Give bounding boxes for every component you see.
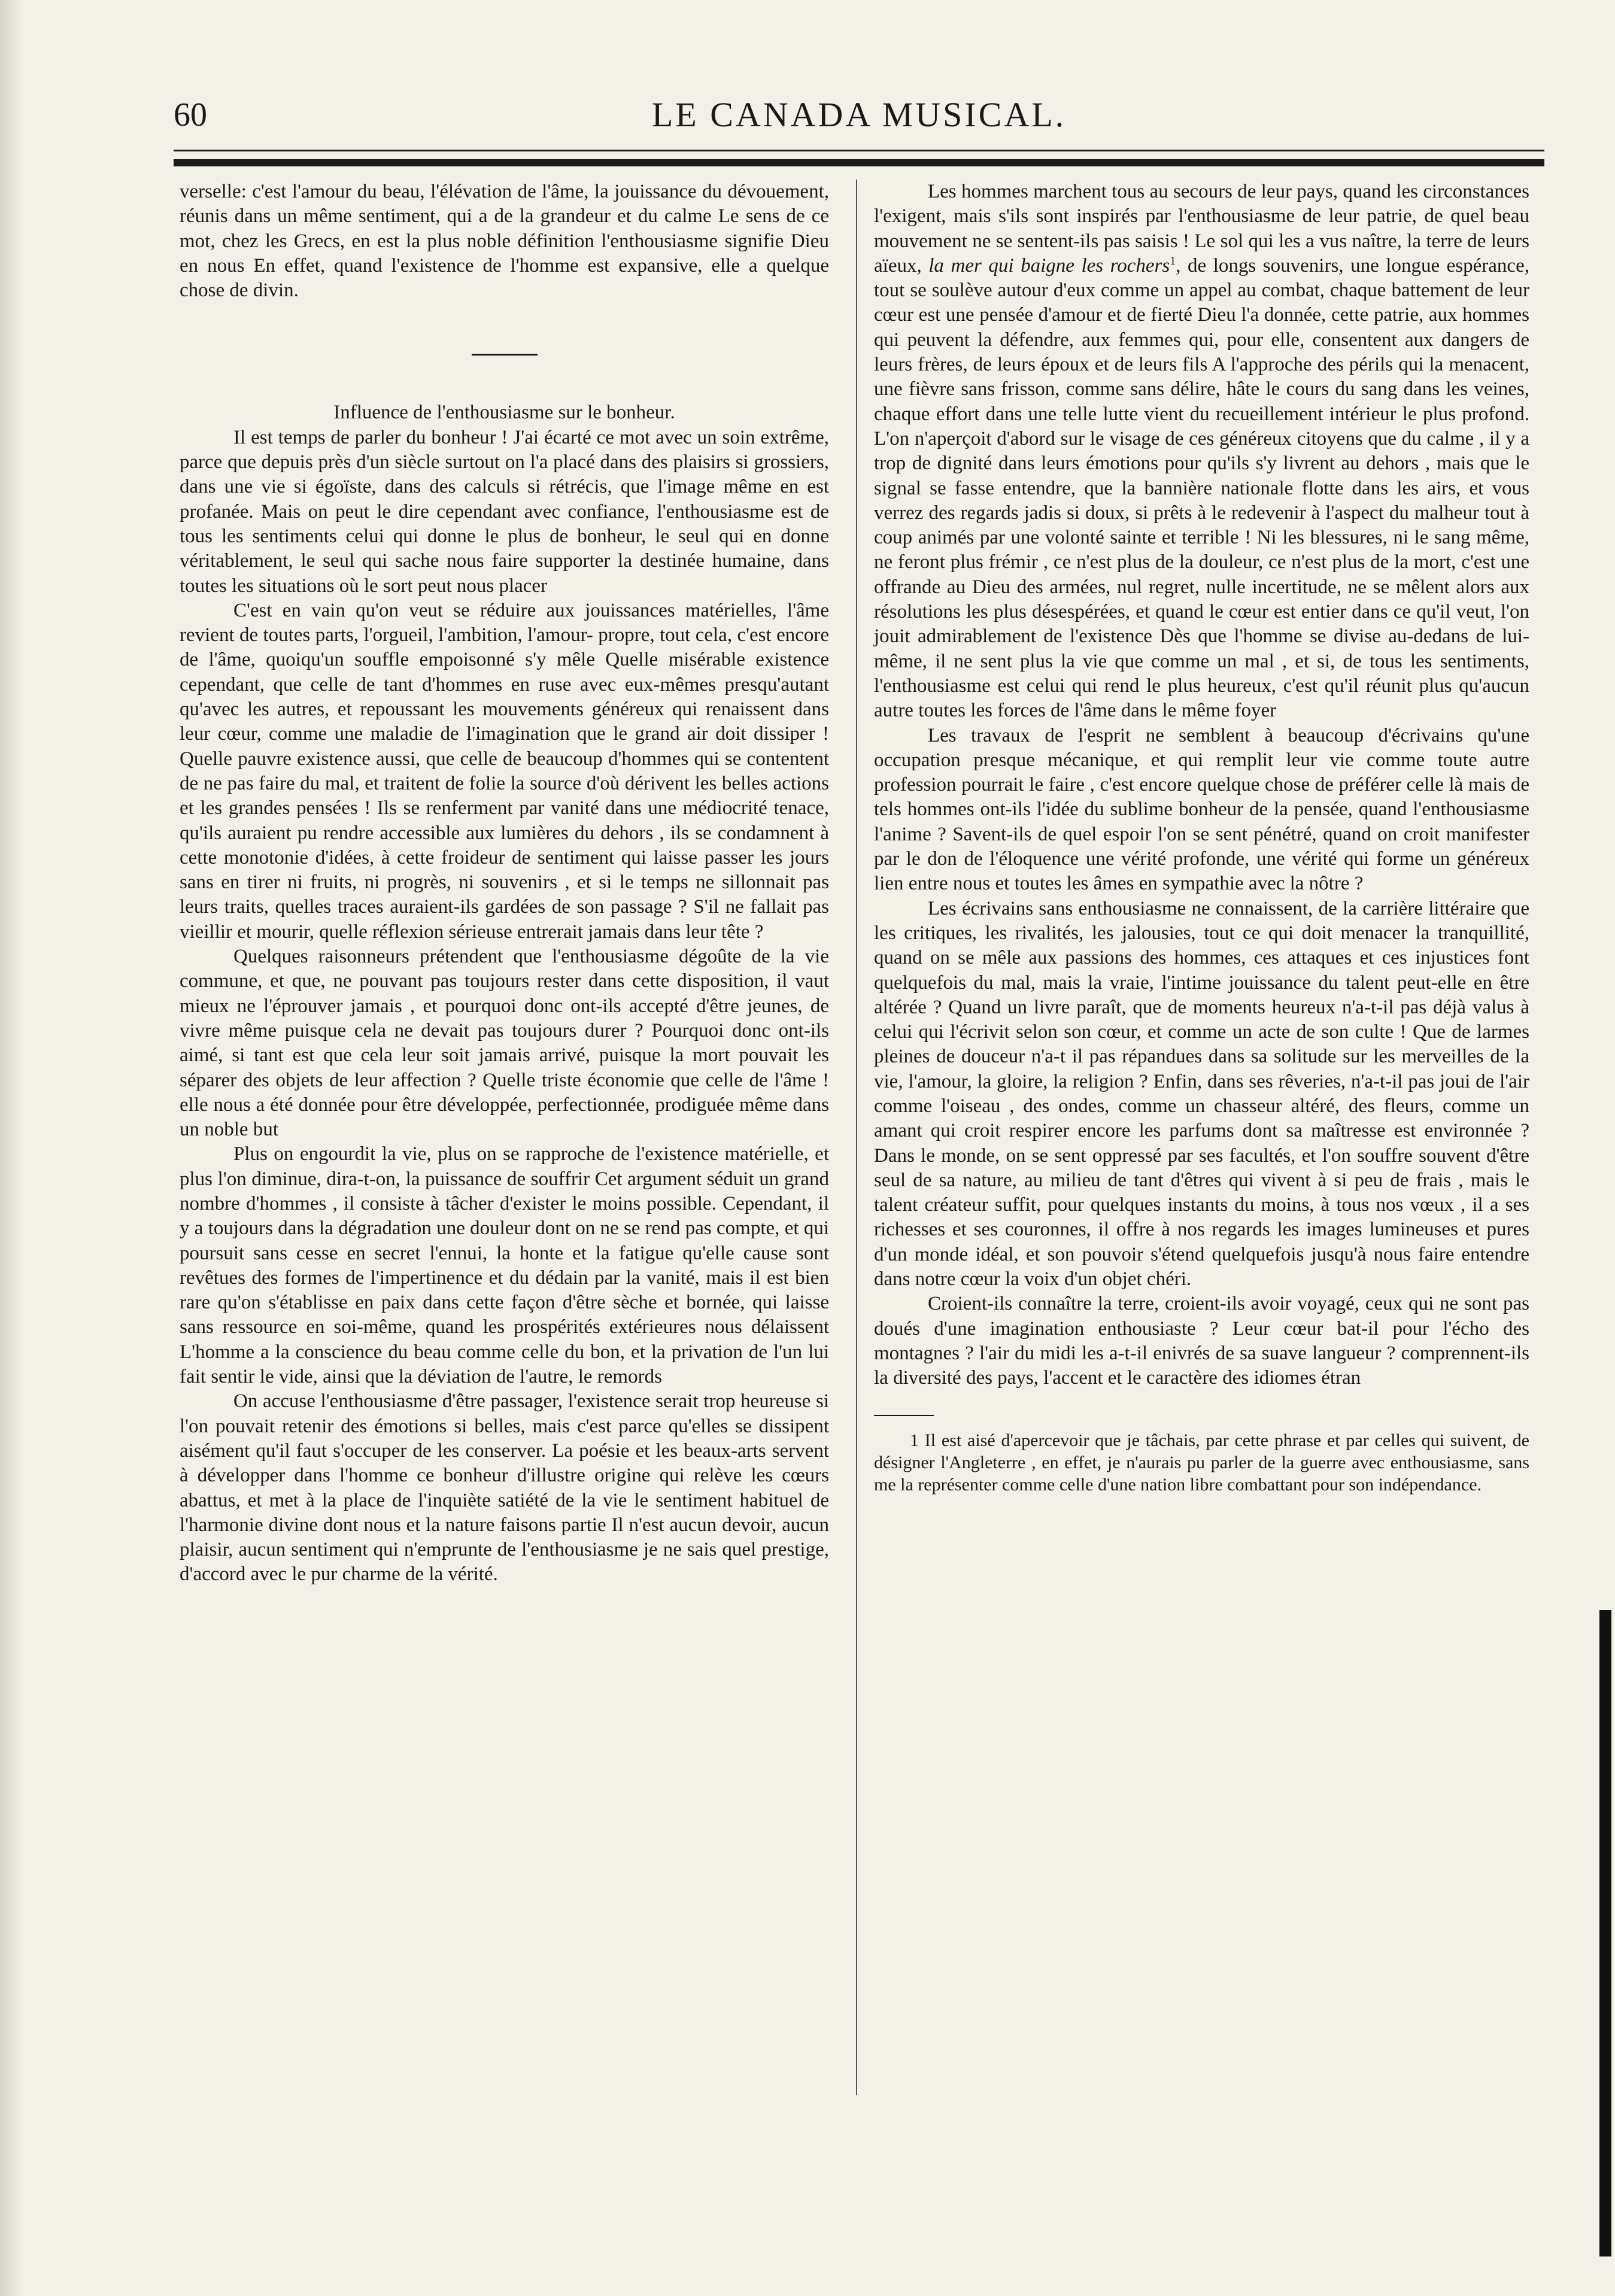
paragraph: Quelques raisonneurs prétendent que l'enthousiasme dégoûte de la vie commune, et que, ne pouvant pas toujours rester dans cette disposition, il vaut mieux ne l'éprouver jamais , et pourquoi donc ont-ils accepté d'être jeunes, de vivre même puisque cela ne devait pas toujours durer ? Pourquoi donc ont-ils aimé, si tant est que cela leur soit jamais arrivé, puisque la mort pouvait les séparer des objets de leur affection ? Quelle triste économie que celle de l'âme ! elle nous a été donnée pour être développée, perfectionnée, prodiguée même dans un noble but [180, 946, 829, 1141]
journal-title: LE CANADA MUSICAL. [651, 95, 1067, 134]
paragraph: Les travaux de l'esprit ne semblent à beaucoup d'écrivains qu'une occupation presque mécanique, et qui remplit leur vie comme toute autre profession pourrait le faire , c'est encore quelque chose de préférer celle là mais de tels hommes ont-ils l'idée du sublime bonheur de la pensée, quand l'enthousiasme l'anime ? Savent-ils de quel espoir l'on se sent pénétré, quand on croit manifester par le don de l'éloquence une vérité profonde, une vérité qui forme un généreux lien entre nous et toutes les âmes en sympathie avec la nôtre ? [874, 724, 1529, 895]
paragraph-patrie [874, 180, 1529, 724]
paragraph: Les écrivains sans enthousiasme ne connaissent, de la carrière littéraire que les critiques, les rivalités, les jalousies, tout ce qui doit menacer la tranquillité, quand on se mêle aux passions des hommes, ces attaques et ces injustices font quelquefois du mal, mais la vraie, l'intime jouissance du talent peut-elle en être altérée ? Quand un livre paraît, que de moments heureux n'a-t-il pas déjà valus à celui qui l'écrivit selon son cœur, et comme un acte de son culte ! Que de larmes pleines de douceur n'a-t il pas répandues dans sa solitude sur les merveilles de la vie, l'amour, la gloire, la religion ? Enfin, dans ses rêveries, n'a-t-il pas joui de l'air comme l'oiseau , des ondes, comme un chasseur altéré, des fleurs, comme un amant qui croit respirer encore les parfums dont sa maîtresse est environnée ? Dans le monde, on se sent oppressé par ses facultés, et l'on souffre souvent d'être seul de sa nature, au milieu de tant d'êtres qui vivent à si peu de frais , mais le talent créateur suffit, pour quelques instants du moins, à tous nos vœux , il a ses richesses et ses couronnes, il offre à nos regards les images lumineuses et pures d'un monde idéal, et son pouvoir s'étend quelquefois jusqu'à nous faire entendre dans notre cœur la voix d'un objet chéri. [874, 897, 1529, 1290]
intro-paragraph: verselle: c'est l'amour du beau, l'élévation de l'âme, la jouissance du dévouement, réunis dans un même sentiment, qui a de la grandeur et du calme Le sens de ce mot, chez les Grecs, en est la plus noble définition l'enthousiasme signifie Dieu en nous En effet, quand l'existence de l'homme est expansive, elle a quelque chose de divin. [180, 181, 829, 302]
footnote [874, 1429, 1529, 1496]
left-column [180, 180, 829, 1587]
paragraph: Il est temps de parler du bonheur ! J'ai écarté ce mot avec un soin extrême, parce que depuis près d'un siècle surtout on l'a placé dans des plaisirs si grossiers, dans une vie si égoïste, dans des calculs si rétrécis, que l'image même en est profanée. Mais on peut le dire cependant avec confiance, l'enthousiasme est de tous les sentiments celui qui donne le plus de bonheur, le seul qui en donne véritablement, le seul qui sache nous faire supporter la destinée humaine, dans toutes les situations où le sort peut nous placer [180, 426, 829, 597]
page-number: 60 [174, 96, 207, 133]
right-column [874, 180, 1529, 1496]
italic-quote: la mer qui baigne les rochers [928, 254, 1170, 277]
paragraph: C'est en vain qu'on veut se réduire aux jouissances matérielles, l'âme revient de toutes parts, l'orgueil, l'ambition, l'amour- propre, tout cela, c'est encore de l'âme, quoiqu'un souffle empoisonné s'y mêle Quelle misérable existence cependant, que celle de tant d'hommes en ruse avec eux-mêmes presqu'autant qu'avec les autres, et repoussant les mouvements généreux qui renaissent dans leur cœur, comme une maladie de l'imagination que le grand air doit dissiper ! Quelle pauvre existence aussi, que celle de beaucoup d'hommes qui se contentent de ne pas faire du mal, et traitent de folie la source d'où dérivent les belles actions et les grandes pensées ! Ils se renferment par vanité dans une médiocrité tenace, qu'ils auraient pu rendre accessible aux lumières du dehors , ils se condamnent à cette monotonie d'idées, à cette froideur de sentiment qui laisse passer les jours sans en tirer ni fruits, ni progrès, ni souvenirs , et si le temps ne sillonnait pas leurs traits, quelles traces auraient-ils gardées de son passage ? S'il ne fallait pas vieillir et mourir, quelle réflexion sérieuse entrerait jamais dans leur tête ? [180, 599, 829, 943]
footnote-marker: 1 [1170, 254, 1176, 268]
text-run: , de longs souvenirs, une longue espérance, tout se soulève autour d'eux comme un appel au combat, chaque battement de leur cœur est une pensée d'amour et de fierté Dieu l'a donnée, cette patrie, aux hommes qui peuvent la défendre, aux femmes qui, pour elle, consentent aux dangers de leurs frères, de leurs époux et de leurs fils A l'approche des périls qui la menacent, une fièvre sans frisson, comme sans délire, hâte le cours du sang dans les veines, chaque effort dans une telle lutte vient du recueillement intérieur le plus profond. L'on n'aperçoit d'abord sur le visage de ces généreux citoyens que du calme , il y a trop de dignité dans leurs émotions pour qu'ils s'y livrent au dehors , mais que le signal se fasse entendre, que la bannière nationale flotte dans les airs, et vous verrez des regards jadis si doux, si prêts à le redevenir à l'aspect du malheur tout à coup animés par une volonté sainte et terrible ! Ni les blessures, ni le sang même, ne feront plus frémir , ce n'est plus de la douleur, ce n'est plus de la mort, c'est une offrande au Dieu des armées, nul regret, nulle incertitude, ne se mêlent alors aux résolutions les plus désespérées, et quand le cœur est entier dans ce qu'il veut, l'on jouit admirablement de l'existence Dès que l'homme se divise au-dedans de lui- même, il ne sent plus la vie que comme un mal , et si, de tous les sentiments, l'enthousiasme est celui qui rend le plus heureux, c'est qu'il réunit plus qu'aucun autre toutes les forces de l'âme dans le même foyer [874, 254, 1529, 722]
paragraph: Plus on engourdit la vie, plus on se rapproche de l'existence matérielle, et plus l'on diminue, dira-t-on, la puissance de souffrir Cet argument séduit un grand nombre d'hommes , il consiste à tâcher d'exister le moins possible. Cependant, il y a toujours dans la dégradation une douleur dont on ne se rend pas compte, et qui poursuit sans cesse en secret l'ennui, la honte et la fatigue qu'elle cause sont revêtues des formes de l'impertinence et du dédain par la vanité, mais il est bien rare qu'on s'établisse en paix dans cette façon d'être sèche et bornée, qui laisse sans ressource en soi-même, quand les prospérités extérieures nous délaissent L'homme a la conscience du beau comme celle du bon, et la privation de l'un lui fait sentir le vide, ainsi que la déviation de l'autre, le remords [180, 1143, 829, 1388]
footnote-rule [874, 1415, 934, 1416]
paragraph: Croient-ils connaître la terre, croient-ils avoir voyagé, ceux qui ne sont pas doués d'une imagination enthousiaste ? Leur cœur bat-il pour l'écho des montagnes ? l'air du midi les a-t-il enivrés de sa suave langueur ? comprennent-ils la diversité des pays, l'accent et le caractère des idiomes étran [874, 1293, 1529, 1389]
header-rule-thick [174, 159, 1544, 166]
scan-edge-bar [1599, 1610, 1611, 2256]
section-separator [472, 354, 538, 356]
section-title: Influence de l'enthousiasme sur le bonheur. [333, 402, 675, 424]
paragraph: On accuse l'enthousiasme d'être passager, l'existence serait trop heureuse si l'on pouvait retenir des émotions si belles, mais c'est parce qu'elles se dissipent aisément qu'il faut s'occuper de les conserver. La poésie et les beaux-arts servent à développer dans l'homme ce bonheur d'illustre origine qui relève les cœurs abattus, et met à la place de l'inquiète satiété de la vie le sentiment habituel de l'harmonie divine dont nous et la nature faisons partie Il n'est aucun devoir, aucun plaisir, aucun sentiment qui n'emprunte de l'enthousiasme je ne sais quel prestige, d'accord avec le pur charme de la vérité. [180, 1390, 829, 1586]
header-rule-thin [174, 150, 1544, 151]
footnote-text: 1 Il est aisé d'apercevoir que je tâchais, par cette phrase et par celles qui suivent, de désigner l'Angleterre , en effet, je n'aurais pu parler de la guerre avec enthousiasme, sans me la représenter comme celle d'une nation libre combattant pour son indépendance. [874, 1430, 1529, 1495]
page-edge-shadow [0, 0, 24, 2296]
text-run: Les hommes marchent tous au secours de leur pays, quand les circonstances l'exigent, mais s'ils sont inspirés par l'enthousiasme de leur patrie, de quel beau mouvement ne se sentent-ils pas saisis ! Le sol qui les a vus naître, la terre de leurs aïeux, [874, 181, 1529, 277]
column-divider [856, 180, 857, 2095]
page-header [174, 90, 1544, 156]
